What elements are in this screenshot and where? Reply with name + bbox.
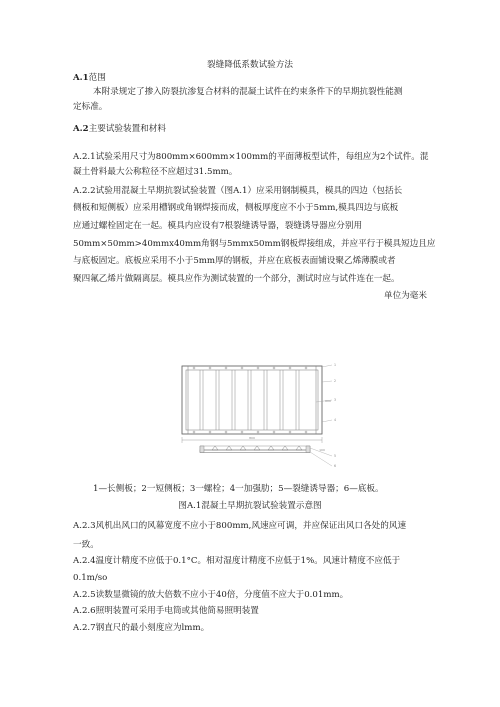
scope-paragraph-line: 定标准。 (73, 102, 108, 112)
crack-inducer-triangles (212, 446, 302, 450)
callout-6: 6 (334, 464, 337, 468)
clause-a22-line: A.2.2试验用混凝土早期抗裂试验装置（图A.1）应采用钢制模具，模具的四边（包括长 (73, 186, 403, 196)
clause-a26: A.2.6照明装置可采用手电筒或其他简易照明装置 (73, 606, 259, 616)
section-a1-number: A.1 (73, 73, 89, 83)
short-side-plate-left (182, 366, 188, 434)
clause-a22-line: 50mm×50mm>40mmx40mm角钢与5mmx50mm钢板焊接组成，并应平行于模具短边且应 (73, 239, 436, 249)
apparatus-diagram (160, 362, 350, 472)
clause-a23-line: 一致。 (73, 540, 99, 550)
dim-label-width: 600 (325, 399, 331, 403)
callout-4: 4 (334, 418, 337, 422)
clause-a22-line: 与底板固定。底板应采用不小于5mm厚的钢板，并应在底板表面铺设聚乙烯薄膜或者 (73, 256, 396, 266)
clause-a21-line: 凝土骨料最大公称粒径不应超过31.5mm。 (73, 167, 238, 177)
crack-inducers (200, 370, 299, 430)
clause-a22-line: 侧板和短侧板）应采用槽钢或角钢焊接而成，侧板厚度应不小于5mm,模具四边与底板 (73, 203, 399, 213)
callout-3: 3 (334, 398, 337, 402)
section-a1-heading (73, 73, 106, 84)
section-view (200, 446, 325, 453)
section-a2-title: 主要试验装置和材料 (88, 124, 166, 134)
figure-legend: 1—长侧板；2一短侧板；3一螺栓；4一加强肋；5—裂缝诱导器；6—底板。 (93, 484, 384, 494)
scope-paragraph-line: 本附录规定了掺入防裂抗渗复合材料的混凝土试件在约束条件下的早期抗裂性能测 (93, 87, 403, 97)
clause-a24-line: A.2.4温度计精度不应低于0.1°C。相对湿度计精度不应低于1%。风速计精度不应低于 (73, 556, 401, 566)
clause-a24-line: 0.1m∕so (73, 573, 108, 583)
document-title: 裂缝降低系数试验方法 (207, 60, 293, 70)
test-apparatus-figure (160, 362, 350, 472)
dim-label-height: 100 (319, 448, 325, 452)
short-side-plate-right (316, 366, 322, 434)
section-a2-number: A.2 (73, 124, 89, 134)
dim-label-length: 800 (249, 436, 255, 440)
clause-a25: A.2.5读数显微镜的放大倍数不应小于40倍，分度值不应大于0.01mm。 (73, 590, 349, 600)
bolts (193, 367, 307, 433)
clause-a22-line: 聚四氟乙烯片做隔离层。模具应作为测试装置的一个部分，测试时应与试件连在一起。 (73, 274, 400, 284)
clause-a27: A.2.7钢直尺的最小刻度应为lmm。 (73, 623, 210, 633)
callout-numbers (334, 363, 336, 468)
unit-note: 单位为毫米 (384, 291, 427, 301)
callout-1: 1 (334, 363, 337, 367)
callout-5: 5 (334, 454, 337, 458)
clause-a21-line: A.2.1试验采用尺寸为800mm×600mm×100mm的平面薄板型试件，每组应为2个试件。混 (73, 152, 429, 162)
figure-caption: 图A.1混凝土早期抗裂试验装置示意图 (178, 501, 322, 511)
section-a1-title: 范围 (88, 73, 106, 83)
inner-frame (186, 370, 318, 430)
clause-a23-line: A.2.3风机出风口的风幕宽度不应小于800mm,风速应可调，并应保证出风口各处的风速 (73, 521, 407, 531)
clause-a22-line: 应通过螺栓固定在一起。模具内应设有7根裂缝诱导器，裂缝诱导器应分别用 (73, 221, 363, 231)
callout-2: 2 (334, 379, 337, 383)
section-a2-heading (73, 124, 166, 135)
